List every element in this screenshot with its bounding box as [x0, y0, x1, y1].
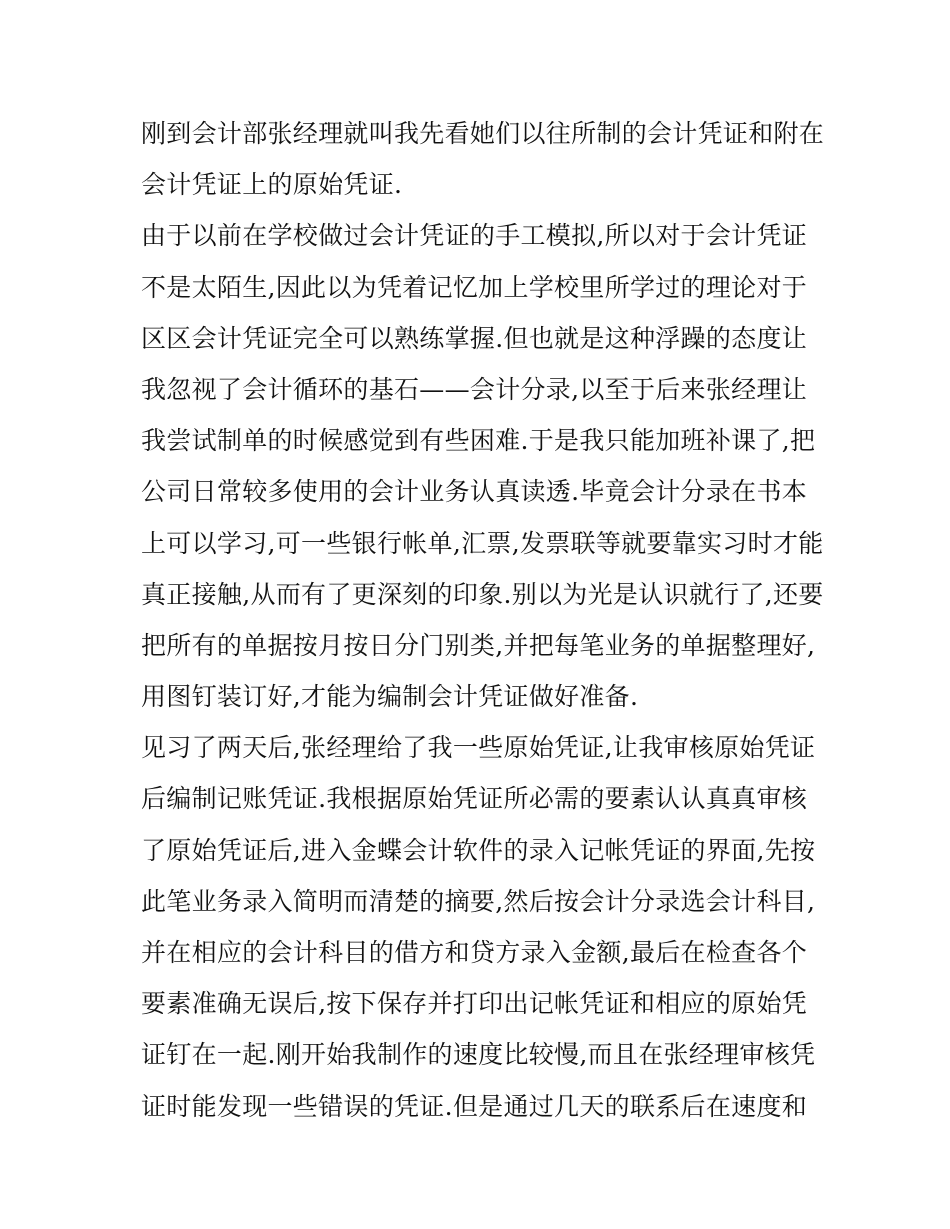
text-line: 刚到会计部张经理就叫我先看她们以往所制的会计凭证和附在: [141, 119, 825, 148]
text-line: 区区会计凭证完全可以熟练掌握.但也就是这种浮躁的态度让: [141, 323, 808, 353]
text-line: 证时能发现一些错误的凭证.但是通过几天的联系后在速度和: [141, 1091, 808, 1121]
document-body: [141, 108, 825, 1132]
text-line: 会计凭证上的原始凭证.: [141, 170, 403, 200]
text-line: 上可以学习,可一些银行帐单,汇票,发票联等就要靠实习时才能: [141, 528, 824, 558]
text-line: 用图钉装订好,才能为编制会计凭证做好准备.: [141, 682, 639, 712]
text-line: 此笔业务录入简明而清楚的摘要,然后按会计分录选会计科目,: [141, 886, 816, 916]
text-line: 我忽视了会计循环的基石——会计分录,以至于后来张经理让: [141, 374, 808, 404]
text-line: 证钉在一起.刚开始我制作的速度比较慢,而且在张经理审核凭: [141, 1040, 816, 1070]
text-line: 并在相应的会计科目的借方和贷方录入金额,最后在检查各个: [141, 938, 808, 967]
text-line: 不是太陌生,因此以为凭着记忆加上学校里所学过的理论对于: [141, 272, 808, 302]
text-line: 要素准确无误后,按下保存并打印出记帐凭证和相应的原始凭: [141, 989, 808, 1019]
text-line: 公司日常较多使用的会计业务认真读透.毕竟会计分录在书本: [141, 477, 808, 507]
text-line: 把所有的单据按月按日分门别类,并把每笔业务的单据整理好,: [141, 630, 816, 660]
text-line: 了原始凭证后,进入金蝶会计软件的录入记帐凭证的界面,先按: [141, 835, 816, 865]
text-line: 见习了两天后,张经理给了我一些原始凭证,让我审核原始凭证: [141, 733, 816, 763]
text-line: 我尝试制单的时候感觉到有些困难.于是我只能加班补课了,把: [141, 426, 816, 456]
text-line: 真正接触,从而有了更深刻的印象.别以为光是认识就行了,还要: [141, 579, 824, 609]
text-line: 由于以前在学校做过会计凭证的手工模拟,所以对于会计凭证: [141, 221, 808, 251]
text-line: 后编制记账凭证.我根据原始凭证所必需的要素认认真真审核: [141, 784, 808, 814]
